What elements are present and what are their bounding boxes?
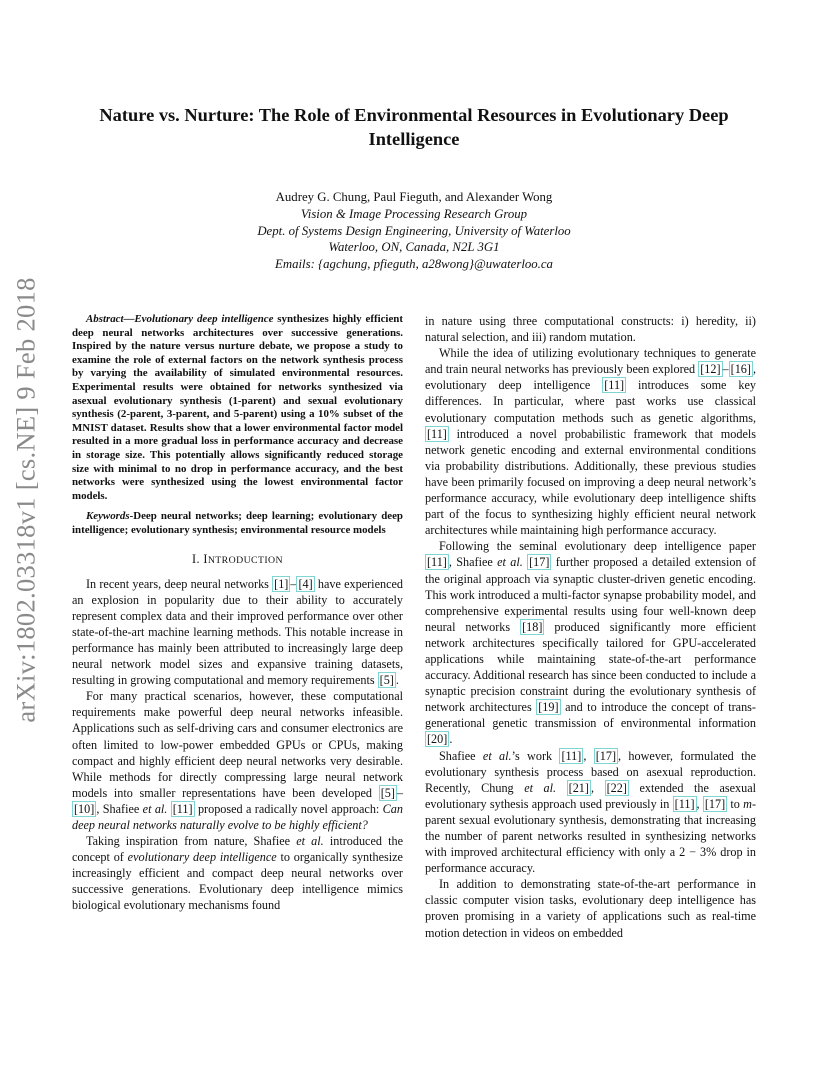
abstract-lead-term: Evolutionary deep intelligence <box>134 313 274 325</box>
intro-paragraph-5: Following the seminal evolutionary deep intelligence paper [11] , Shafiee et al. [17] further proposed a detailed extension of the original approach via synaptic cluster-driven genetic encoding. This work introduced a multi-factor synapse probability model, and comprehensive experimental results using four well-known deep neural networks [18] produced significantly more efficient network architectures specifically tailored for GPU-accelerated applications while maintaining state-of-the-art performance accuracy. Additional research has since been conducted to include a synaptic precision constraint during the evolutionary synthesis of network architectures [19] and to introduce the concept of trans-generational genetic transmission of environmental information [20] . <box>425 539 757 747</box>
author-emails: Emails: {agchung, pfieguth, a28wong}@uwaterloo.ca <box>275 257 553 272</box>
affiliation-department: Dept. of Systems Design Engineering, University of Waterloo <box>257 223 571 238</box>
research-question: Can deep neural networks naturally evolve to be highly efficient? <box>72 801 403 832</box>
citation-link[interactable]: [22] <box>606 780 627 795</box>
section-heading-introduction: I. INTRODUCTION <box>192 551 283 566</box>
intro-paragraph-1: In recent years, deep neural networks [1] – [4] have experienced an explosion in popularity due to their ability to accurately represent complex data and their improved performance over other state-of-the-art machine learning methods. This notable increase in performance has mainly been attributed to increasingly large deep neural network model sizes and expansive training datasets, resulting in growing computational and memory requirements [5] . <box>72 576 403 688</box>
citation-link[interactable]: [17] <box>529 555 550 570</box>
intro-paragraph-7: In addition to demonstrating state-of-the-art performance in classic computer vision tasks, evolutionary deep intelligence has proven promising in a variety of applications such as real-time motion detection in videos on embedded <box>425 877 756 940</box>
citation-link[interactable]: [17] <box>595 748 617 763</box>
citation-link[interactable]: [1] <box>274 576 289 591</box>
citation-link[interactable]: [10] <box>74 801 95 816</box>
intro-paragraph-2: For many practical scenarios, however, these computational requirements make powerful deep neural networks infeasible. Applications such as self-driving cars and consumer electronics are often limited to low-power embedded GPUs or CPUs, making compact and highly efficient deep neural networks very desirable. While methods for directly compressing large neural network models into smaller representations have been developed [5] –[10] , Shafiee et al. [11] proposed a radically novel approach: Can deep neural networks naturally evolve to be highly efficient? <box>72 689 403 832</box>
citation-link[interactable]: [16] <box>730 362 751 377</box>
intro-paragraph-4: While the idea of utilizing evolutionary techniques to generate and train neural networks has previously been explored [12] – [16] , evolutionary deep intelligence [11] introduces some key differences. In particular, where past works use classical evolutionary computation methods such as genetic algorithms, [11] introduced a novel probabilistic framework that models network genetic encoding and external environmental conditions via probability distributions. Additionally, these previous studies have been primarily focused on improving a deep neural network’s performance accuracy, while evolutionary deep intelligence shifts part of the focus to synthesizing highly efficient neural network architectures while maintaining high performance accuracy. <box>425 346 756 538</box>
keywords-heading: Keywords <box>86 510 130 523</box>
paper-title: Nature vs. Nurture: The Role of Environmental Resources in Evolutionary Deep Intelligence <box>99 105 729 149</box>
citation-link[interactable]: [19] <box>538 700 559 715</box>
citation-link[interactable]: [18] <box>522 619 543 634</box>
citation-link[interactable]: [12] <box>700 362 721 377</box>
affiliation-group: Vision & Image Processing Research Group <box>300 206 528 221</box>
citation-link[interactable]: [5] <box>379 673 394 688</box>
abstract-heading: Abstract <box>86 313 124 325</box>
abstract: Abstract—Evolutionary deep intelligence synthesizes highly efficient deep neural networks architectures over successive generations. Inspired by the nature versus nurture debate, we propose a study to examine the role of external factors on the network synthesis process by varying the availability of simulated environmental resources. Experimental results were obtained for networks synthesized via asexual evolutionary synthesis (1-parent) and sexual evolutionary synthesis (2-parent, 3-parent, and 5-parent) using a 10% subset of the MNIST dataset. Results show that a lower environmental factor model resulted in a more gradual loss in performance accuracy and decrease in storage size. This potentially allows significantly reduced storage size with minimal to no drop in performance accuracy, and the best networks were synthesized using the lowest environmental factor models. <box>72 313 403 502</box>
citation-link[interactable]: [11] <box>427 555 447 570</box>
math-variable: m <box>743 796 752 811</box>
intro-paragraph-3: Taking inspiration from nature, Shafiee et al. introduced the concept of evolutionary deep intelligence to organically synthesize increasingly efficient and compact deep neural networks over successive generations. Evolutionary deep intelligence mimics biological evolutionary mechanisms found <box>72 834 403 913</box>
citation-link[interactable]: [11] <box>172 801 193 816</box>
citation-link[interactable]: [20] <box>427 732 448 747</box>
keywords <box>72 510 403 537</box>
affiliation-city: Waterloo, ON, Canada, N2L 3G1 <box>328 240 500 255</box>
arxiv-identifier: arXiv:1802.03318v1 [cs.NE] 9 Feb 2018 <box>10 277 41 723</box>
intro-paragraph-6: Shafiee et al.’s work [11] , [17] , however, formulated the evolutionary synthesis process based on asexual reproduction. Recently, Chung et al. [21] , [22] extended the asexual evolutionary sythesis approach used previously in [11] , [17] to m-parent sexual evolutionary synthesis, demonstrating that increasing the number of parent networks resulted in synthesizing networks with improved architectural efficiency with only a 2 − 3% drop in performance accuracy. <box>425 748 757 876</box>
citation-link[interactable]: [11] <box>604 378 625 393</box>
author-names: Audrey G. Chung, Paul Fieguth, and Alexander Wong <box>275 190 553 204</box>
arxiv-sidebar <box>6 277 46 723</box>
citation-link[interactable]: [5] <box>380 785 395 800</box>
citation-link[interactable]: [4] <box>298 576 313 591</box>
citation-link[interactable]: [17] <box>704 796 726 811</box>
citation-link[interactable]: [11] <box>561 748 582 763</box>
keywords-body: -Deep neural networks; deep learning; evolutionary deep intelligence; evolutionary synthesis; environmental resource models <box>72 510 403 536</box>
key-term: evolutionary deep intelligence <box>127 850 277 865</box>
author-block <box>0 189 828 273</box>
math-range: 2 − 3% <box>679 845 717 860</box>
citation-link[interactable]: [21] <box>568 780 589 795</box>
citation-link[interactable]: [11] <box>674 796 695 811</box>
right-column <box>425 313 756 941</box>
left-column <box>72 313 403 914</box>
abstract-body: synthesizes highly efficient deep neural networks architectures over successive generations. Inspired by the nature versus nurture debate, we propose a study to examine the role of external factors on the network synthesis process by varying the availability of simulated environmental resources. Experimental results were obtained for networks synthesized via asexual evolutionary synthesis (1-parent) and sexual evolutionary synthesis (2-parent, 3-parent, and 5-parent) using a 10% subset of the MNIST dataset. Results show that a lower environmental factor model resulted in a more gradual loss in performance accuracy and decrease in storage size. This potentially allows significantly reduced storage size with minimal to no drop in performance accuracy, and the best networks were synthesized using the lowest environmental factor models. <box>72 313 403 502</box>
citation-link[interactable]: [11] <box>427 426 447 441</box>
intro-paragraph-3-continued: in nature using three computational constructs: i) heredity, ii) natural selection, and iii) random mutation. <box>425 314 756 345</box>
